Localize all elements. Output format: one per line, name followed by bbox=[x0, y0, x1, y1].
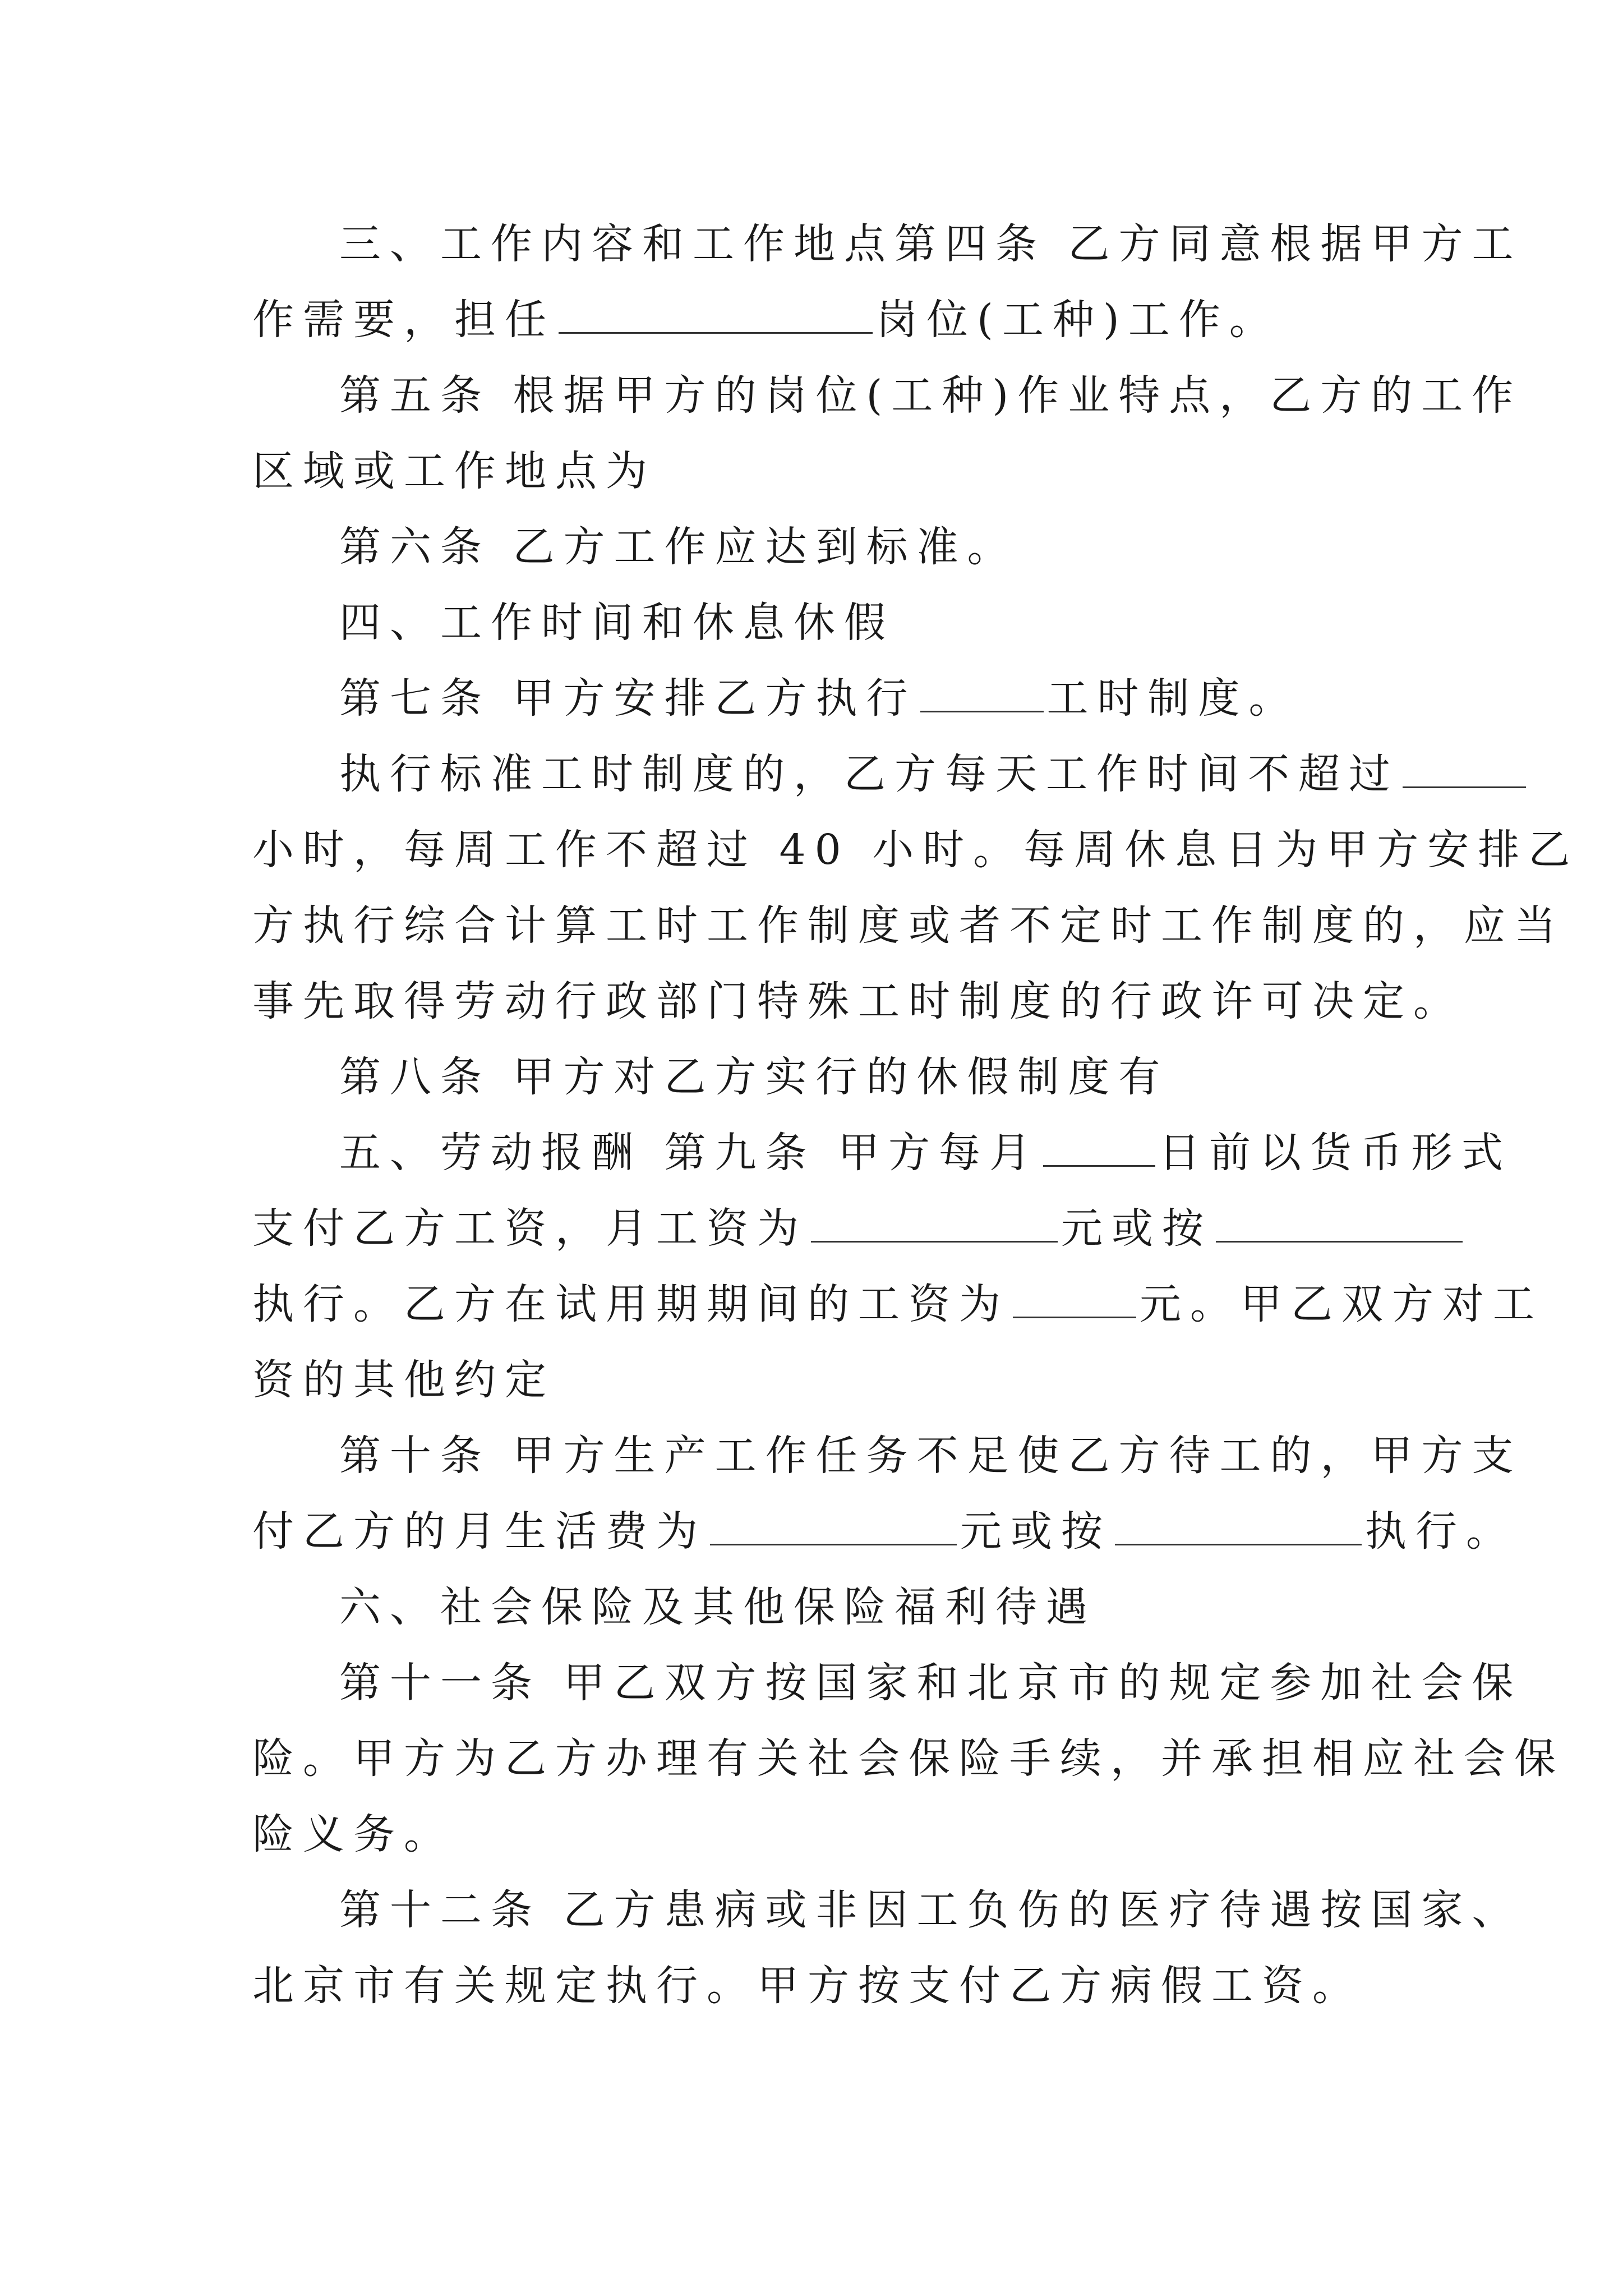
text-line bbox=[252, 962, 1464, 1041]
line-text: 小时，每周工作不超过 40 小时。每周休息日为甲方安排乙 bbox=[252, 826, 1579, 874]
fill-in-blank bbox=[1403, 752, 1526, 788]
section-heading bbox=[339, 1114, 1513, 1192]
text-line bbox=[339, 1871, 1523, 1949]
line-text: 第十一条 甲乙双方按国家和北京市的规定参加社会保 bbox=[339, 1659, 1523, 1707]
text-line bbox=[339, 508, 1385, 586]
text-line bbox=[339, 735, 1399, 813]
text-line bbox=[252, 432, 1385, 510]
line-text: 第十二条 乙方患病或非因工负伤的医疗待遇按国家、 bbox=[339, 1886, 1523, 1934]
section-heading bbox=[339, 583, 1385, 662]
line-text: 资的其他约定 bbox=[252, 1356, 555, 1404]
text-line bbox=[252, 811, 1579, 889]
text-line bbox=[339, 1416, 1523, 1495]
text-line bbox=[252, 886, 1565, 965]
fill-in-blank bbox=[559, 297, 873, 334]
text-line bbox=[339, 205, 1523, 283]
line-text: 执行标准工时制度的，乙方每天工作时间不超过 bbox=[339, 750, 1399, 798]
line-text: 付乙方的月生活费为 bbox=[252, 1507, 707, 1556]
line-text: 岗位(工种)工作。 bbox=[876, 296, 1280, 344]
text-line bbox=[252, 1189, 1385, 1268]
line-text: 支付乙方工资，月工资为 bbox=[252, 1204, 808, 1253]
line-text: 六、社会保险及其他保险福利待遇 bbox=[339, 1583, 1096, 1631]
fill-in-blank bbox=[1115, 1509, 1362, 1545]
text-line bbox=[339, 356, 1523, 435]
line-text: 北京市有关规定执行。甲方按支付乙方病假工资。 bbox=[252, 1962, 1363, 2010]
text-line bbox=[339, 659, 1385, 738]
line-text: 元或按 bbox=[1061, 1204, 1212, 1253]
text-line bbox=[252, 1795, 1385, 1874]
text-line bbox=[252, 1719, 1565, 1798]
line-text: 作需要，担任 bbox=[252, 296, 555, 344]
line-text: 执行。乙方在试用期期间的工资为 bbox=[252, 1280, 1009, 1328]
section-heading bbox=[339, 1568, 1385, 1646]
line-text: 区域或工作地点为 bbox=[252, 447, 656, 495]
text-line bbox=[252, 1947, 1385, 2025]
line-text: 第七条 甲方安排乙方执行 bbox=[339, 674, 917, 723]
line-text: 元。甲乙双方对工 bbox=[1140, 1280, 1543, 1328]
line-text: 事先取得劳动行政部门特殊工时制度的行政许可决定。 bbox=[252, 977, 1464, 1025]
line-text: 元或按 bbox=[960, 1507, 1112, 1556]
fill-in-blank bbox=[710, 1509, 957, 1545]
line-text: 五、劳动报酬 第九条 甲方每月 bbox=[339, 1129, 1040, 1177]
line-text: 第十条 甲方生产工作任务不足使乙方待工的，甲方支 bbox=[339, 1432, 1523, 1480]
line-text: 工时制度。 bbox=[1046, 674, 1299, 723]
line-text: 方执行综合计算工时工作制度或者不定时工作制度的，应当 bbox=[252, 901, 1565, 950]
text-line bbox=[252, 280, 1385, 359]
fill-in-blank bbox=[1013, 1282, 1136, 1318]
line-text: 第八条 甲方对乙方实行的休假制度有 bbox=[339, 1053, 1169, 1101]
fill-in-blank bbox=[1216, 1206, 1463, 1243]
fill-in-blank bbox=[1043, 1130, 1155, 1167]
text-line bbox=[252, 1492, 1516, 1571]
text-line bbox=[252, 1341, 1385, 1419]
text-line bbox=[339, 1038, 1385, 1116]
line-text: 四、工作时间和休息休假 bbox=[339, 599, 895, 647]
fill-in-blank bbox=[811, 1206, 1058, 1243]
line-text: 日前以货币形式 bbox=[1159, 1129, 1513, 1177]
text-line bbox=[252, 1265, 1543, 1343]
line-text: 险。甲方为乙方办理有关社会保险手续，并承担相应社会保 bbox=[252, 1734, 1565, 1783]
text-line bbox=[339, 1644, 1523, 1722]
line-text: 第五条 根据甲方的岗位(工种)作业特点，乙方的工作 bbox=[339, 371, 1523, 420]
line-text: 执行。 bbox=[1365, 1507, 1516, 1556]
line-text: 险义务。 bbox=[252, 1810, 454, 1858]
line-text: 三、工作内容和工作地点第四条 乙方同意根据甲方工 bbox=[339, 220, 1523, 268]
fill-in-blank bbox=[920, 676, 1044, 712]
line-text: 第六条 乙方工作应达到标准。 bbox=[339, 523, 1018, 571]
